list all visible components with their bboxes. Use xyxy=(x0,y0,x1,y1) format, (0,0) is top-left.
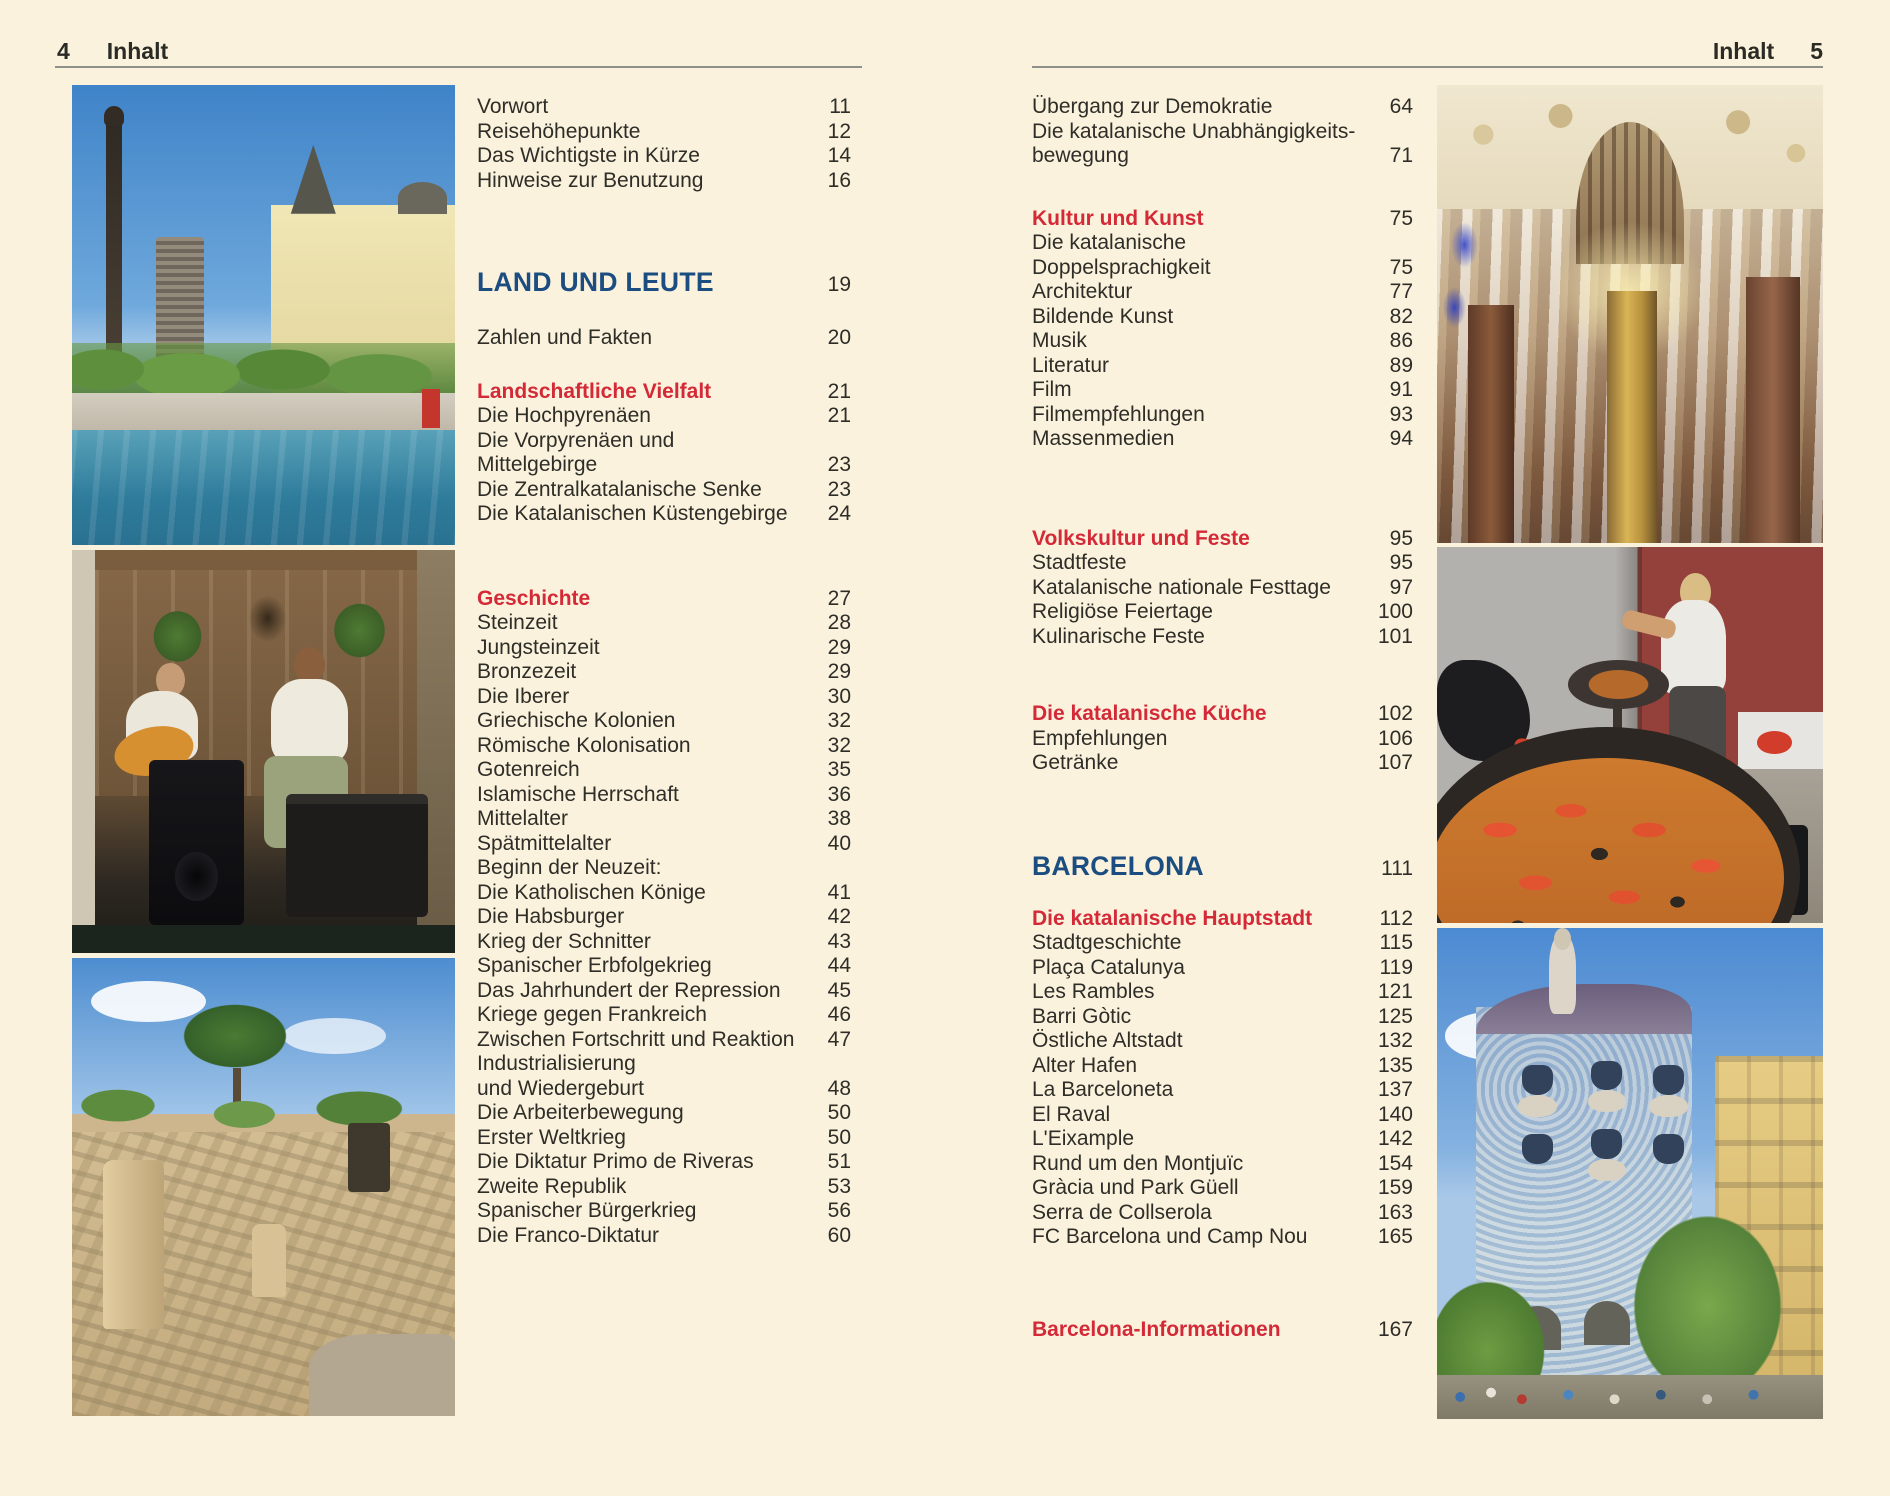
toc-entry-page: 86 xyxy=(1389,329,1413,352)
plant xyxy=(325,594,394,667)
toc-entry xyxy=(1032,1005,1413,1030)
toc-entry-label: Die Arbeiterbewegung xyxy=(477,1101,684,1124)
toc-entry-label: Zahlen und Fakten xyxy=(477,326,653,349)
toc-entry-label: Industrialisierung xyxy=(477,1052,636,1075)
toc-entry-page: 24 xyxy=(827,502,851,525)
toc-entry xyxy=(1032,907,1413,932)
porphyry-column xyxy=(1746,277,1800,543)
toc-entry-page: 137 xyxy=(1377,1078,1413,1101)
toc-entry-page: 125 xyxy=(1377,1004,1413,1028)
toc-entry-label: Bronzezeit xyxy=(477,660,577,683)
toc-entry-page: 100 xyxy=(1377,600,1413,623)
toc-entry xyxy=(1032,231,1413,256)
ruined-pillar xyxy=(103,1160,164,1329)
toc-entry-label: Hinweise zur Benutzung xyxy=(477,168,704,192)
door-frame xyxy=(72,550,95,953)
toc-entry-page: 29 xyxy=(827,660,851,683)
window xyxy=(1653,1134,1684,1163)
toc-entry-label: Übergang zur Demokratie xyxy=(1032,95,1273,118)
promenade xyxy=(72,393,455,434)
harbor-water xyxy=(72,430,455,545)
page-header-title-left: Inhalt xyxy=(106,38,169,64)
toc-entry-page: 35 xyxy=(827,758,851,781)
toc-entry-page: 51 xyxy=(827,1150,851,1173)
mask-balcony xyxy=(1518,1095,1557,1117)
toc-entry xyxy=(477,734,851,759)
toc-entry xyxy=(1032,1103,1413,1128)
toc-entry-page: 102 xyxy=(1377,702,1413,725)
toc-entry-page: 135 xyxy=(1377,1053,1413,1077)
toc-gap xyxy=(1032,169,1413,207)
toc-entry-label: Barcelona-Informationen xyxy=(1032,1317,1281,1341)
window xyxy=(1653,1065,1684,1094)
toc-entry-label: Die Katalanischen Küstengebirge xyxy=(477,502,788,525)
cook xyxy=(1661,600,1727,694)
page-number-left: 4 xyxy=(57,38,70,64)
toc-entry xyxy=(1032,1225,1413,1250)
toc-entry-label: Kulinarische Feste xyxy=(1032,624,1205,648)
window xyxy=(1522,1065,1553,1094)
mask-balcony xyxy=(1588,1090,1627,1112)
toc-entry-page: 142 xyxy=(1377,1127,1413,1150)
toc-entry xyxy=(1032,1152,1413,1177)
toc-entry xyxy=(477,380,851,405)
toc-entry xyxy=(1032,403,1413,428)
toc-gap xyxy=(1032,452,1413,527)
toc-entry-page: 42 xyxy=(827,905,851,928)
mask-balcony xyxy=(1649,1095,1688,1117)
toc-entry xyxy=(1032,280,1413,305)
musician-right-head xyxy=(294,647,325,683)
toc-entry-label: Les Rambles xyxy=(1032,980,1155,1003)
toc-entry-label: Griechische Kolonien xyxy=(477,709,676,732)
toc-entry xyxy=(477,453,851,478)
toc-entry xyxy=(477,1150,851,1175)
toc-entry-label: Gotenreich xyxy=(477,758,580,781)
toc-entry xyxy=(477,783,851,808)
toc-entry xyxy=(477,1101,851,1126)
toc-entry xyxy=(477,1028,851,1053)
red-kiosk xyxy=(422,389,439,428)
toc-entry-page: 30 xyxy=(827,684,851,708)
toc-entry-page: 45 xyxy=(827,978,851,1002)
toc-entry xyxy=(1032,1201,1413,1226)
toc-entry-label: Film xyxy=(1032,378,1072,401)
toc-entry xyxy=(477,502,851,527)
toc-entry xyxy=(477,1003,851,1028)
toc-entry-label: Spanischer Erbfolgekrieg xyxy=(477,954,712,977)
port-building-dome xyxy=(398,182,448,214)
toc-entry-label: Getränke xyxy=(1032,751,1119,774)
toc-entry-page: 19 xyxy=(827,273,851,296)
stained-glass-light xyxy=(1443,287,1466,328)
toc-entry xyxy=(477,832,851,857)
toc-entry xyxy=(1032,144,1413,169)
toc-entry-page: 132 xyxy=(1377,1029,1413,1052)
toc-entry-label: Stadtfeste xyxy=(1032,551,1127,574)
toc-entry xyxy=(1032,1029,1413,1054)
photo-roman-ruins xyxy=(72,958,455,1416)
toc-entry-page: 167 xyxy=(1377,1317,1413,1341)
toc-entry-label: Islamische Herrschaft xyxy=(477,782,679,806)
toc-entry xyxy=(477,265,851,299)
toc-entry xyxy=(1032,378,1413,403)
toc-entry-label: Musik xyxy=(1032,329,1087,352)
toc-entry xyxy=(477,660,851,685)
toc-entry xyxy=(1032,1176,1413,1201)
toc-gap xyxy=(1032,649,1413,702)
toc-entry-page: 20 xyxy=(827,326,851,349)
toc-entry-label: Spanischer Bürgerkrieg xyxy=(477,1199,697,1222)
toc-entry xyxy=(1032,305,1413,330)
toc-entry-label: Die Diktatur Primo de Riveras xyxy=(477,1150,754,1173)
toc-entry xyxy=(1032,1318,1413,1343)
toc-entry-label: Das Wichtigste in Kürze xyxy=(477,144,700,167)
toc-entry-label: und Wiedergeburt xyxy=(477,1076,644,1100)
toc-entry-page: 95 xyxy=(1389,551,1413,574)
toc-entry-label: Spätmittelalter xyxy=(477,831,612,855)
toc-entry xyxy=(477,587,851,612)
toc-entry-label: Die Zentralkatalanische Senke xyxy=(477,477,762,501)
toc-entry-page: 89 xyxy=(1389,353,1413,377)
toc-entry-page: 50 xyxy=(827,1101,851,1124)
toc-entry-page: 93 xyxy=(1389,402,1413,426)
toc-entry-label: Architektur xyxy=(1032,280,1133,303)
toc-entry xyxy=(477,95,851,120)
toc-entry-page: 27 xyxy=(827,586,851,610)
toc-entry-page: 95 xyxy=(1389,526,1413,550)
toc-entry-label: Steinzeit xyxy=(477,611,558,634)
toc-entry xyxy=(477,905,851,930)
toc-entry-page: 50 xyxy=(827,1125,851,1149)
toc-entry-label: Vorwort xyxy=(477,95,549,118)
toc-entry-label: L'Eixample xyxy=(1032,1127,1135,1150)
toc-entry xyxy=(1032,1078,1413,1103)
header-rule-right xyxy=(1032,66,1823,68)
toc-entry xyxy=(477,429,851,454)
toc-column-left xyxy=(477,95,851,1248)
wavy-roof xyxy=(1476,984,1692,1033)
toc-entry xyxy=(1032,751,1413,776)
toc-entry xyxy=(477,636,851,661)
window xyxy=(1522,1134,1553,1163)
toc-entry-label: bewegung xyxy=(1032,144,1129,167)
toc-entry xyxy=(1032,207,1413,232)
toc-entry-page: 111 xyxy=(1381,856,1413,880)
toc-entry-page: 60 xyxy=(827,1223,851,1247)
stained-glass-light xyxy=(1451,222,1478,268)
tourist-crowd xyxy=(1437,1375,1823,1419)
toc-entry-label: Massenmedien xyxy=(1032,427,1175,450)
toc-entry-label: Katalanische nationale Festtage xyxy=(1032,575,1331,599)
toc-entry xyxy=(477,144,851,169)
toc-entry-label: Die Hochpyrenäen xyxy=(477,404,651,427)
toc-entry-page: 46 xyxy=(827,1003,851,1026)
toc-entry xyxy=(1032,354,1413,379)
toc-entry-page: 119 xyxy=(1379,955,1413,979)
toc-entry-label: Gràcia und Park Güell xyxy=(1032,1176,1239,1199)
toc-entry-page: 36 xyxy=(827,782,851,806)
toc-entry-label: Stadtgeschichte xyxy=(1032,931,1182,954)
toc-entry-page: 94 xyxy=(1389,427,1413,450)
pine-tree xyxy=(168,995,302,1077)
toc-entry-page: 21 xyxy=(827,379,851,403)
toc-entry-page: 23 xyxy=(827,477,851,501)
toc-entry xyxy=(1032,427,1413,452)
toc-entry-page: 53 xyxy=(827,1174,851,1198)
toc-entry-page: 71 xyxy=(1389,144,1413,167)
toc-entry-label: Die katalanische Hauptstadt xyxy=(1032,906,1313,930)
toc-gap xyxy=(477,351,851,380)
toc-entry-label: Mittelalter xyxy=(477,807,569,830)
toc-entry xyxy=(477,807,851,832)
toc-entry-label: Kriege gegen Frankreich xyxy=(477,1003,707,1026)
toc-entry xyxy=(477,954,851,979)
toc-entry-page: 82 xyxy=(1389,304,1413,328)
toc-entry-label: Zwischen Fortschritt und Reaktion xyxy=(477,1027,795,1051)
toc-entry-page: 44 xyxy=(827,954,851,977)
toc-entry xyxy=(477,404,851,429)
toc-entry-page: 11 xyxy=(829,95,851,118)
toc-entry xyxy=(477,930,851,955)
photo-casa-batllo xyxy=(1437,928,1823,1419)
photo-street-musicians xyxy=(72,550,455,953)
golden-column xyxy=(1607,291,1657,543)
toc-entry-label: Landschaftliche Vielfalt xyxy=(477,379,712,403)
toc-entry-page: 112 xyxy=(1379,906,1413,930)
toc-entry-label: Barri Gòtic xyxy=(1032,1004,1132,1028)
porphyry-column xyxy=(1468,305,1514,543)
port-building-tower xyxy=(287,145,341,214)
toc-entry xyxy=(477,478,851,503)
toc-entry xyxy=(477,758,851,783)
toc-entry xyxy=(1032,329,1413,354)
toc-entry-page: 21 xyxy=(827,404,851,427)
toc-entry-page: 140 xyxy=(1377,1102,1413,1126)
toc-entry xyxy=(477,709,851,734)
photo-sagrada-familia-interior xyxy=(1437,85,1823,543)
page-number-right: 5 xyxy=(1810,38,1823,64)
toc-entry-label: La Barceloneta xyxy=(1032,1078,1174,1101)
toc-entry-page: 64 xyxy=(1389,95,1413,118)
toc-entry xyxy=(1032,256,1413,281)
photo-paella-cooking xyxy=(1437,547,1823,923)
toc-entry-label: Krieg der Schnitter xyxy=(477,929,651,953)
toc-gap xyxy=(1032,776,1413,849)
toc-entry xyxy=(1032,551,1413,576)
musician-right xyxy=(271,679,348,764)
toc-entry-label: Die Habsburger xyxy=(477,905,625,928)
toc-entry xyxy=(1032,527,1413,552)
toc-entry-label: Alter Hafen xyxy=(1032,1053,1138,1077)
toc-entry-label: Erster Weltkrieg xyxy=(477,1125,626,1149)
toc-entry-page: 23 xyxy=(827,453,851,476)
toc-entry-page: 32 xyxy=(827,709,851,732)
toc-entry-label: Kultur und Kunst xyxy=(1032,206,1204,230)
toc-entry-label: El Raval xyxy=(1032,1102,1111,1126)
toc-entry xyxy=(1032,95,1413,120)
toc-gap xyxy=(1032,1250,1413,1318)
toc-entry-page: 165 xyxy=(1377,1225,1413,1248)
toc-gap xyxy=(477,299,851,326)
chandelier xyxy=(241,586,295,650)
toc-entry xyxy=(1032,727,1413,752)
toc-entry-page: 16 xyxy=(827,168,851,192)
window xyxy=(1591,1061,1622,1090)
window xyxy=(1591,1129,1622,1158)
toc-entry-label: Die katalanische xyxy=(1032,231,1187,254)
floor xyxy=(72,925,455,953)
toc-entry-label: Römische Kolonisation xyxy=(477,733,691,757)
toc-entry-page: 115 xyxy=(1379,931,1413,954)
toc-entry-label: Doppelsprachigkeit xyxy=(1032,255,1211,279)
toc-entry-page: 159 xyxy=(1377,1176,1413,1199)
ruined-pillar xyxy=(252,1224,286,1297)
toc-column-right xyxy=(1032,95,1413,1342)
toc-entry-label: Die Vorpyrenäen und xyxy=(477,428,675,452)
toc-entry xyxy=(477,611,851,636)
toc-gap xyxy=(477,527,851,587)
toc-entry-page: 101 xyxy=(1377,624,1413,648)
photo-columbus-monument-harbor xyxy=(72,85,455,545)
mask-balcony xyxy=(1588,1159,1627,1181)
toc-entry xyxy=(1032,600,1413,625)
toc-entry-label: Volkskultur und Feste xyxy=(1032,526,1250,550)
toc-entry-label: Geschichte xyxy=(477,586,591,610)
toc-entry-page: 43 xyxy=(827,929,851,953)
toc-entry-label: Beginn der Neuzeit: xyxy=(477,856,662,879)
stone-slab xyxy=(309,1334,455,1416)
toc-entry xyxy=(477,1052,851,1077)
toc-entry xyxy=(477,1175,851,1200)
toc-entry xyxy=(1032,1127,1413,1152)
toc-entry-label: Die Franco-Diktatur xyxy=(477,1223,660,1247)
plant xyxy=(145,602,210,671)
toc-entry xyxy=(1032,849,1413,883)
toc-entry-page: 75 xyxy=(1389,206,1413,230)
toc-entry xyxy=(477,326,851,351)
toc-entry-page: 77 xyxy=(1389,280,1413,303)
toc-entry-label: LAND UND LEUTE xyxy=(477,267,714,297)
toc-entry-label: Die Iberer xyxy=(477,684,570,708)
toc-entry-page: 28 xyxy=(827,611,851,634)
toc-entry-page: 29 xyxy=(827,635,851,659)
toc-entry-page: 41 xyxy=(827,880,851,904)
toc-entry-label: Filmempfehlungen xyxy=(1032,402,1205,426)
dark-doorway xyxy=(348,1123,390,1192)
toc-entry xyxy=(477,856,851,881)
toc-entry-page: 75 xyxy=(1389,255,1413,279)
toc-entry-label: Bildende Kunst xyxy=(1032,304,1174,328)
toc-entry-page: 91 xyxy=(1389,378,1413,401)
header-rule-left xyxy=(55,66,862,68)
toc-entry-page: 56 xyxy=(827,1199,851,1222)
toc-entry xyxy=(477,979,851,1004)
toc-entry-label: Empfehlungen xyxy=(1032,726,1168,750)
red-plate xyxy=(1757,731,1792,754)
toc-entry xyxy=(477,1126,851,1151)
toc-entry-page: 32 xyxy=(827,733,851,757)
toc-entry-page: 48 xyxy=(827,1076,851,1100)
toc-gap xyxy=(1032,883,1413,907)
page-header-left xyxy=(57,38,168,65)
speaker-cone xyxy=(175,852,217,900)
toc-entry-label: Plaça Catalunya xyxy=(1032,955,1185,979)
toc-entry-page: 107 xyxy=(1377,751,1413,774)
toc-entry-page: 106 xyxy=(1377,726,1413,750)
toc-entry-page: 47 xyxy=(827,1027,851,1051)
page-header-right xyxy=(1713,38,1823,65)
toc-entry-label: Religiöse Feiertage xyxy=(1032,600,1213,623)
toc-entry-label: Östliche Altstadt xyxy=(1032,1029,1183,1052)
toc-entry-label: Serra de Collserola xyxy=(1032,1200,1212,1224)
toc-entry-page: 97 xyxy=(1389,575,1413,599)
toc-entry-page: 12 xyxy=(827,119,851,143)
toc-entry xyxy=(477,1199,851,1224)
toc-entry xyxy=(1032,625,1413,650)
toc-entry-label: Die katalanische Küche xyxy=(1032,702,1267,725)
toc-entry-label: Reisehöhepunkte xyxy=(477,119,641,143)
toc-entry xyxy=(477,120,851,145)
toc-gap xyxy=(477,193,851,265)
toc-entry xyxy=(1032,576,1413,601)
toc-entry xyxy=(477,881,851,906)
toc-entry-page: 121 xyxy=(1377,980,1413,1003)
toc-entry-page: 163 xyxy=(1377,1200,1413,1224)
toc-entry-page: 14 xyxy=(827,144,851,167)
toc-entry xyxy=(1032,980,1413,1005)
page-header-title-right: Inhalt xyxy=(1712,38,1775,64)
toc-entry xyxy=(1032,120,1413,145)
toc-entry-label: Die Katholischen Könige xyxy=(477,880,706,904)
toc-entry-page: 154 xyxy=(1377,1151,1413,1175)
toc-entry xyxy=(477,1077,851,1102)
toc-entry xyxy=(1032,702,1413,727)
toc-entry-page: 38 xyxy=(827,807,851,830)
toc-entry xyxy=(477,169,851,194)
toc-entry xyxy=(1032,931,1413,956)
toc-entry-label: Das Jahrhundert der Repression xyxy=(477,978,781,1002)
toc-entry-label: Jungsteinzeit xyxy=(477,635,600,659)
toc-entry-page: 40 xyxy=(827,831,851,855)
toc-entry-label: Mittelgebirge xyxy=(477,453,598,476)
toc-entry xyxy=(477,685,851,710)
toc-entry-label: Die katalanische Unabhängigkeits- xyxy=(1032,119,1356,143)
guitar-amp xyxy=(286,794,428,917)
toc-entry-label: Literatur xyxy=(1032,353,1110,377)
toc-entry xyxy=(1032,956,1413,981)
toc-entry xyxy=(477,1224,851,1249)
toc-entry-label: Zweite Republik xyxy=(477,1174,627,1198)
columbus-statue xyxy=(104,106,124,127)
toc-entry-label: Rund um den Montjuïc xyxy=(1032,1151,1244,1175)
toc-entry-label: BARCELONA xyxy=(1032,850,1204,881)
toc-entry-label: FC Barcelona und Camp Nou xyxy=(1032,1225,1308,1248)
toc-entry xyxy=(1032,1054,1413,1079)
